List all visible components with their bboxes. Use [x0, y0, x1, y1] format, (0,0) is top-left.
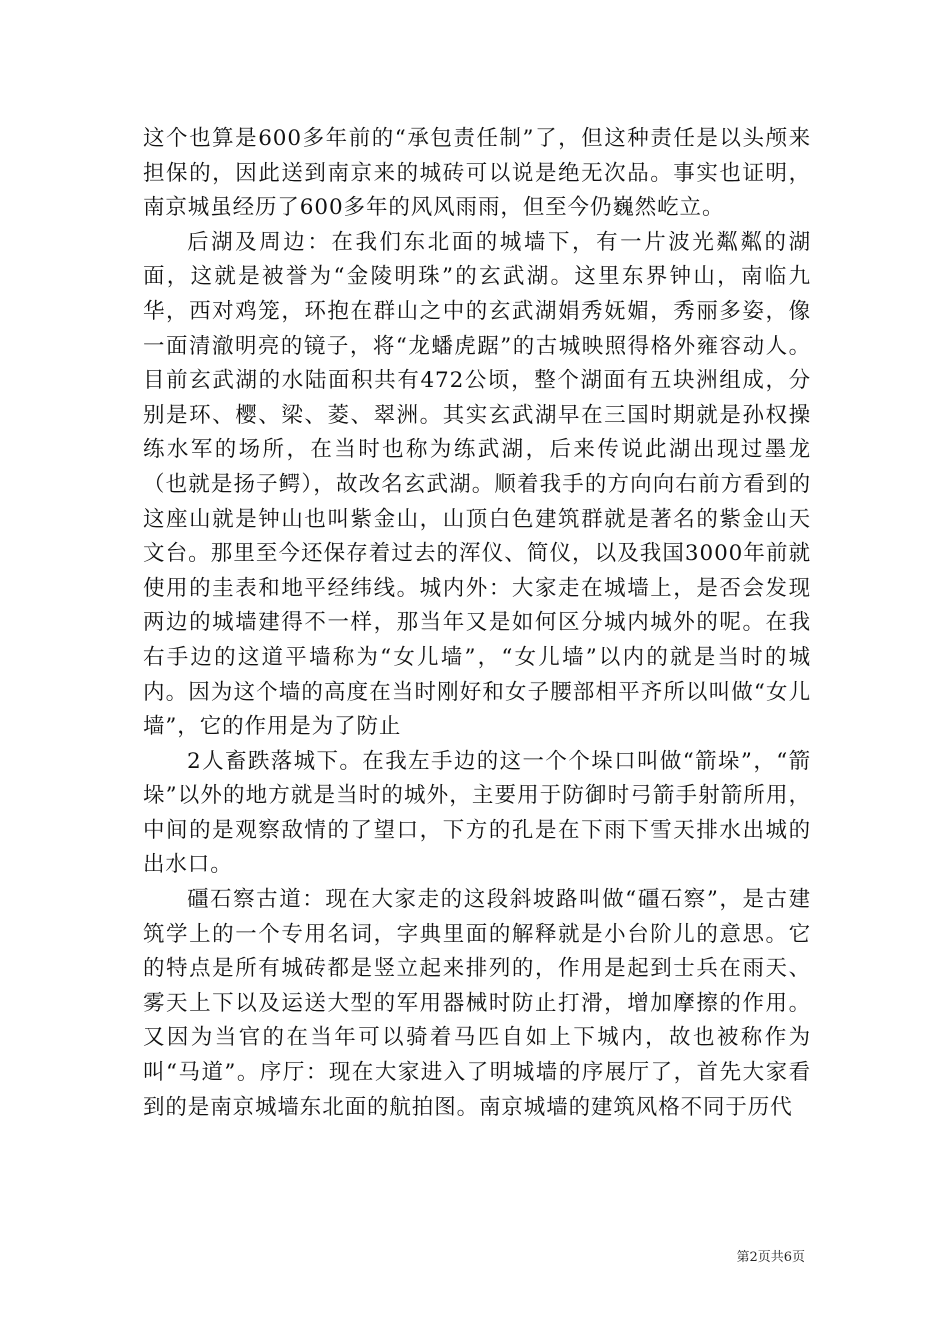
paragraph-3: 2人畜跌落城下。在我左手边的这一个个垛口叫做“箭垛”，“箭垛”以外的地方就是当时的城外，主要用于防御时弓箭手射箭所用，中间的是观察敌情的了望口，下方的孔是在下雨下雪天排水出城的出水口。	[143, 748, 811, 878]
paragraph-4: 礓石察古道：现在大家走的这段斜坡路叫做“礓石察”，是古建筑学上的一个专用名词，字典里面的解释就是小台阶儿的意思。它的特点是所有城砖都是竖立起来排列的，作用是起到士兵在雨天、雾天上下以及运送大型的军用器械时防止打滑，增加摩擦的作用。又因为当官的在当年可以骑着马匹自如上下城内，故也被称作为叫“马道”。序厅：现在大家进入了明城墙的序展厅了，首先大家看到的是南京城墙东北面的航拍图。南京城墙的建筑风格不同于历代	[143, 887, 811, 1120]
paragraph-1: 这个也算是600多年前的“承包责任制”了，但这种责任是以头颅来担保的，因此送到南京来的城砖可以说是绝无次品。事实也证明，南京城虽经历了600多年的风风雨雨，但至今仍巍然屹立。	[143, 126, 811, 221]
paragraph-2: 后湖及周边：在我们东北面的城墙下，有一片波光粼粼的湖面，这就是被誉为“金陵明珠”的玄武湖。这里东界钟山，南临九华，西对鸡笼，环抱在群山之中的玄武湖娟秀妩媚，秀丽多姿，像一面清澈明亮的镜子，将“龙蟠虎踞”的古城映照得格外雍容动人。目前玄武湖的水陆面积共有472公顷，整个湖面有五块洲组成，分别是环、樱、梁、菱、翠洲。其实玄武湖早在三国时期就是孙权操练水军的场所，在当时也称为练武湖，后来传说此湖出现过墨龙（也就是扬子鳄），故改名玄武湖。顺着我手的方向向右前方看到的这座山就是钟山也叫紫金山，山顶白色建筑群就是著名的紫金山天文台。那里至今还保存着过去的浑仪、简仪，以及我国3000年前就使用的圭表和地平经纬线。城内外：大家走在城墙上，是否会发现两边的城墙建得不一样，那当年又是如何区分城内城外的呢。在我右手边的这道平墙称为“女儿墙”，“女儿墙”以内的就是当时的城内。因为这个墙的高度在当时刚好和女子腰部相平齐所以叫做“女儿墙”，它的作用是为了防止	[143, 229, 811, 740]
document-body	[143, 122, 811, 1125]
page-number: 第2页共6页	[736, 1250, 805, 1265]
